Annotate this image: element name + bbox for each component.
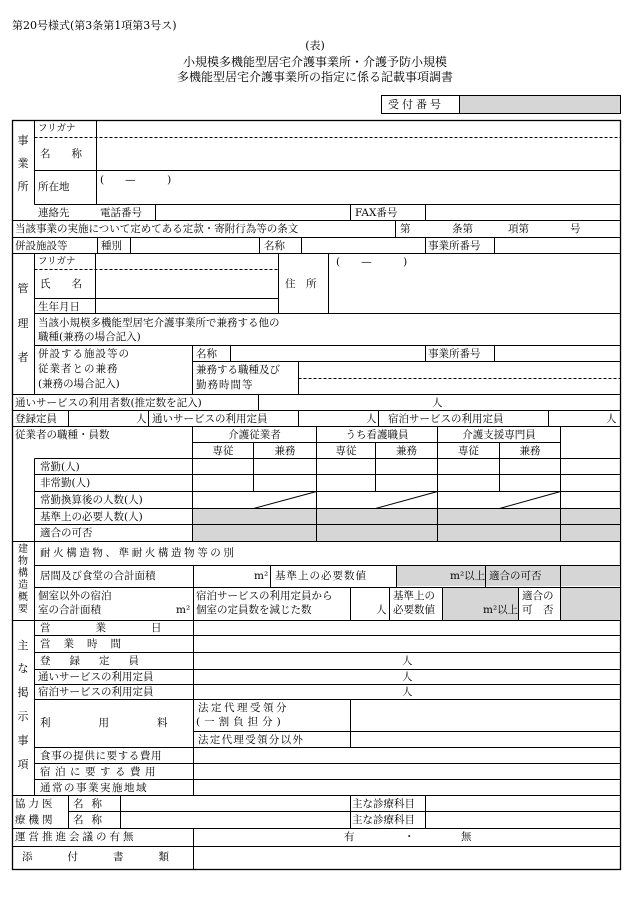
staff-row-tekigou: 適合の可否 <box>40 527 93 539</box>
kanrisha-name-label: 氏 名 <box>40 278 82 290</box>
building-structure-label: 耐火構造物、準耐火構造物等の別 <box>40 547 237 559</box>
riyouryou-label: 利用料 <box>40 717 216 729</box>
heisetsu-name-label: 名称 <box>264 240 285 252</box>
unei-dot: ・ <box>404 831 415 843</box>
kyouryoku-name-2: 名称 <box>73 814 110 826</box>
teikan-kou: 項第 <box>508 223 529 235</box>
shokuji-label: 食事の提供に要する費用 <box>40 750 163 762</box>
kanrisha-h-name-label: 名称 <box>196 348 217 360</box>
koshitsu-kijun-l2: 必要数値 <box>393 604 435 616</box>
koshitsu-label-l1: 個室以外の宿泊 <box>38 590 112 602</box>
jigyousho-contact-label: 連絡先 <box>38 207 70 219</box>
keiji-tsuusho-unit: 人 <box>402 671 413 683</box>
unei-ari[interactable]: 有 <box>344 831 355 843</box>
kanrisha-h-kenmu-l1: 兼務する職種及び <box>196 364 280 376</box>
staff-kaigo-senju: 専従 <box>212 445 234 457</box>
tsuusho-teiin-unit: 人 <box>366 413 377 425</box>
kyoma-kijun-label: 基準上の必要数値 <box>275 570 367 582</box>
chiiki-label: 通常の事業実施地域 <box>40 782 148 794</box>
shukuhaku-teiin-label: 宿泊サービスの利用定員 <box>388 413 504 425</box>
kyouryoku-kamoku-1: 主な診療科目 <box>352 798 415 810</box>
kyoma-area-unit: m² <box>254 570 269 582</box>
staff-kango-kenmu: 兼務 <box>396 445 417 457</box>
jigyousho-name-label: 名 称 <box>40 148 82 160</box>
shukuhaku-diff-l2: 個室の定員数を減じた数 <box>196 604 312 616</box>
keiji-section-label-4: 示 <box>17 710 29 723</box>
keiji-touroku-label: 登録定員 <box>40 655 158 667</box>
houtei1-l2: (一割負担分) <box>196 716 285 728</box>
kanrisha-kenmu-line2: 職種(兼務の場合記入) <box>38 331 141 343</box>
koshitsu-unit: m² <box>176 604 191 616</box>
houtei2-label: 法定代理受領分以外 <box>198 734 305 746</box>
tsuusho-teiin-label: 通いサービスの利用定員 <box>152 413 268 425</box>
kanrisha-h-office-no-label: 事業所番号 <box>428 348 481 360</box>
tenpu-label: 添付書類 <box>22 851 204 863</box>
houtei1-l1: 法定代理受領分 <box>198 702 289 714</box>
unei-label: 運営推進会議の有無 <box>15 831 137 843</box>
kanrisha-section-label-2: 理 <box>17 317 29 330</box>
hyo-label: (表) <box>305 39 325 52</box>
heisetsu-kind-label: 種別 <box>101 240 122 252</box>
kanrisha-address-label: 住 所 <box>285 278 317 290</box>
kanrisha-heisetsu-l1: 併設する施設等の <box>38 348 130 360</box>
building-section-label-5: 概 <box>18 592 28 603</box>
kanrisha-h-kenmu-l2: 勤務時間等 <box>196 379 254 391</box>
jigyousho-section-label-2: 業 <box>17 157 29 170</box>
kyouryoku-label-l2: 療機関 <box>15 814 56 826</box>
receipt-number-field[interactable] <box>460 96 620 113</box>
kanrisha-section-label-3: 者 <box>17 351 29 364</box>
kanrisha-kenmu-line1: 当該小規模多機能型居宅介護事業所で兼務する他の <box>38 317 280 329</box>
unei-nashi[interactable]: 無 <box>461 831 472 843</box>
building-section-label-4: 造 <box>18 580 28 591</box>
kanrisha-postal-paren: ( — ) <box>336 256 408 268</box>
keiji-shukuhaku-unit: 人 <box>402 686 413 698</box>
teikan-jou: 条第 <box>452 223 473 235</box>
staff-row-hijoukin: 非常勤(人) <box>40 477 91 489</box>
jigyousho-furigana-label: フリガナ <box>38 123 76 134</box>
teikan-gou: 号 <box>570 223 581 235</box>
form-number: 第20号様式(第3条第1項第3号ス) <box>12 19 177 32</box>
staff-kaigo-kenmu: 兼務 <box>274 445 296 457</box>
building-section-label-2: 物 <box>18 556 28 567</box>
kyoma-kijun-unit: m²以上 <box>450 570 486 582</box>
eigyoubi-label: 営業日 <box>40 622 207 634</box>
kanrisha-birth-label: 生年月日 <box>38 301 80 313</box>
koshitsu-label-l2: 室の合計面積 <box>38 604 101 616</box>
jigyousho-address-label: 所在地 <box>38 181 70 193</box>
keiji-shukuhaku-label: 宿泊サービスの利用定員 <box>38 686 154 698</box>
heisetsu-label: 併設施設等 <box>15 240 68 252</box>
kyoma-tekigou-label: 適合の可否 <box>489 570 542 582</box>
tsuusho-users-unit: 人 <box>432 397 443 409</box>
staff-col-kaigo: 介護従業者 <box>228 429 281 441</box>
keiji-section-label-2: な <box>17 662 29 675</box>
building-section-label-1: 建 <box>18 544 28 555</box>
koshitsu-tekigou-l2: 可 否 <box>522 604 554 616</box>
staff-row-kansan: 常勤換算後の人数(人) <box>40 494 143 506</box>
kanrisha-section-label-1: 管 <box>17 282 29 295</box>
keiji-tsuusho-label: 通いサービスの利用定員 <box>38 671 154 683</box>
shukuhaku-hiyou-label: 宿泊に要する費用 <box>40 766 160 778</box>
staff-row-joukin: 常勤(人) <box>40 461 80 473</box>
fax-label: FAX番号 <box>355 207 398 219</box>
title-line-2: 多機能型居宅介護事業所の指定に係る記載事項調書 <box>176 70 453 84</box>
kyoma-area-label: 居間及び食堂の合計面積 <box>40 570 156 582</box>
keiji-section-label-6: 項 <box>17 758 29 771</box>
staff-kango-senju: 専従 <box>335 445 357 457</box>
teikan-label: 当該事業の実施について定めてある定款・寄附行為等の条文 <box>15 223 299 235</box>
eigyoujikan-label: 営業時間 <box>40 638 134 650</box>
staff-col-kango: うち看護職員 <box>345 429 409 441</box>
keiji-section-label-3: 掲 <box>17 686 29 699</box>
kanrisha-heisetsu-l2: 従業者との兼務 <box>38 363 119 375</box>
title-line-1: 小規模多機能型居宅介護事業所・介護予防小規模 <box>182 55 447 69</box>
staff-cm-kenmu: 兼務 <box>519 445 541 457</box>
keiji-touroku-unit: 人 <box>402 655 413 667</box>
jigyousho-postal-paren: ( — ) <box>100 174 172 186</box>
staff-row-kijun: 基準上の必要人数(人) <box>40 511 143 523</box>
kyouryoku-kamoku-2: 主な診療科目 <box>352 814 415 826</box>
koshitsu-kijun-unit: m²以上 <box>483 604 519 616</box>
jigyousho-section-label-3: 所 <box>17 180 29 193</box>
touroku-teiin-unit: 人 <box>136 413 147 425</box>
shukuhaku-diff-unit: 人 <box>376 604 387 616</box>
building-section-label-3: 構 <box>18 568 28 579</box>
teikan-dai: 第 <box>400 223 411 235</box>
koshitsu-tekigou-l1: 適合の <box>522 590 554 602</box>
shukuhaku-diff-l1: 宿泊サービスの利用定員から <box>196 590 333 602</box>
keiji-section-label-1: 主 <box>17 639 29 652</box>
touroku-teiin-label: 登録定員 <box>15 413 57 425</box>
heisetsu-office-no-label: 事業所番号 <box>428 240 481 252</box>
receipt-label: 受付番号 <box>388 98 444 111</box>
staff-header: 従業者の職種・員数 <box>15 429 110 441</box>
phone-label: 電話番号 <box>100 207 142 219</box>
kyouryoku-name-1: 名称 <box>73 798 110 810</box>
keiji-section-label-5: 事 <box>17 734 29 747</box>
staff-cm-senju: 専従 <box>458 445 479 457</box>
kanrisha-furigana-label: フリガナ <box>38 256 76 267</box>
staff-col-caremanager: 介護支援専門員 <box>462 429 536 441</box>
kanrisha-heisetsu-l3: (兼務の場合記入) <box>38 378 120 390</box>
kyouryoku-label-l1: 協力医 <box>15 798 56 810</box>
building-section-label-6: 要 <box>18 604 28 615</box>
shukuhaku-teiin-unit: 人 <box>606 413 617 425</box>
jigyousho-section-label-1: 事 <box>17 134 29 147</box>
tsuusho-users-label: 通いサービスの利用者数(推定数を記入) <box>15 397 202 409</box>
koshitsu-kijun-l1: 基準上の <box>393 590 435 602</box>
